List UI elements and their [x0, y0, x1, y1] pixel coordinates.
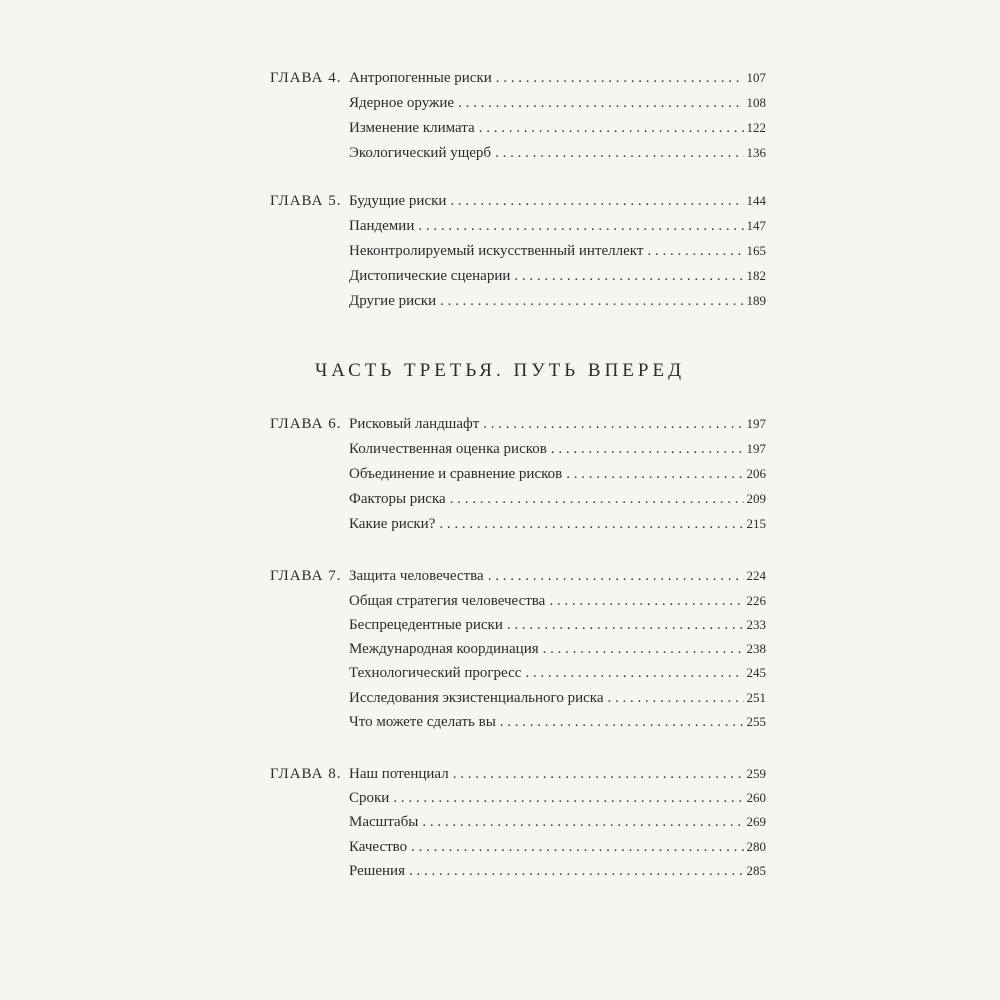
toc-entry[interactable]: [0, 859, 1000, 883]
dot-leader: [525, 661, 743, 685]
page-number: 122: [746, 120, 766, 135]
page-number: 165: [746, 243, 766, 258]
toc-entry[interactable]: [0, 487, 1000, 511]
toc-entry[interactable]: [0, 289, 1000, 313]
page-number: 280: [746, 839, 766, 854]
section-title: Качество: [349, 839, 408, 855]
chapter-label: ГЛАВА 8.: [270, 766, 342, 782]
toc-entry[interactable]: [0, 437, 1000, 461]
section-title: Экологический ущерб: [349, 145, 492, 161]
section-title: Объединение и сравнение рисков: [349, 466, 563, 482]
section-title: Дистопические сценарии: [349, 268, 511, 284]
section-title: Изменение климата: [349, 120, 475, 136]
section-title: Неконтролируемый искусственный интеллект: [349, 243, 644, 259]
page-number: 224: [746, 568, 766, 583]
page-number: 238: [746, 641, 766, 656]
section-title: Другие риски: [349, 293, 437, 309]
section-title: Факторы риска: [349, 491, 446, 507]
part-title: ЧАСТЬ ТРЕТЬЯ. ПУТЬ ВПЕРЕД: [314, 360, 686, 381]
section-title: Беспрецедентные риски: [349, 617, 503, 633]
dot-leader: [483, 412, 743, 436]
section-title: Масштабы: [349, 814, 419, 830]
chapter-title: Защита человечества: [349, 568, 484, 584]
toc-entry[interactable]: [0, 141, 1000, 165]
toc-entry[interactable]: [0, 512, 1000, 536]
chapter-title: Рисковый ландшафт: [349, 416, 480, 432]
page-number: 107: [746, 70, 766, 85]
page-number: 147: [746, 218, 766, 233]
toc-entry[interactable]: [0, 835, 1000, 859]
dot-leader: [440, 289, 743, 313]
chapter-5-row[interactable]: [0, 189, 1000, 213]
chapter-title: Антропогенные риски: [349, 70, 492, 86]
dot-leader: [458, 91, 743, 115]
toc-entry[interactable]: [0, 214, 1000, 238]
section-title: Что можете сделать вы: [349, 714, 496, 730]
toc-entry[interactable]: [0, 239, 1000, 263]
chapter-label: ГЛАВА 6.: [270, 416, 342, 432]
page-number: 259: [746, 766, 766, 781]
section-title: Пандемии: [349, 218, 415, 234]
page-number: 197: [746, 416, 766, 431]
chapter-title: Будущие риски: [349, 193, 447, 209]
page-number: 226: [746, 593, 766, 608]
dot-leader: [418, 214, 743, 238]
section-title: Сроки: [349, 790, 390, 806]
dot-leader: [500, 710, 744, 734]
page-number: 144: [746, 193, 766, 208]
chapter-label: ГЛАВА 7.: [270, 568, 342, 584]
page-number: 136: [746, 145, 766, 160]
dot-leader: [479, 116, 744, 140]
toc-entry[interactable]: [0, 264, 1000, 288]
section-title: Исследования экзистенциального риска: [349, 690, 604, 706]
section-title: Какие риски?: [349, 516, 436, 532]
page-number: 251: [746, 690, 766, 705]
dot-leader: [411, 835, 743, 859]
page-number: 189: [746, 293, 766, 308]
page-number: 206: [746, 466, 766, 481]
dot-leader: [422, 810, 743, 834]
dot-leader: [496, 66, 744, 90]
dot-leader: [488, 564, 744, 588]
page-number: 233: [746, 617, 766, 632]
page-number: 108: [746, 95, 766, 110]
toc-entry[interactable]: [0, 91, 1000, 115]
page-number: 260: [746, 790, 766, 805]
section-title: Ядерное оружие: [349, 95, 455, 111]
toc-entry[interactable]: [0, 116, 1000, 140]
dot-leader: [393, 786, 743, 810]
chapter-title: Наш потенциал: [349, 766, 449, 782]
chapter-4-row[interactable]: [0, 66, 1000, 90]
toc-entry[interactable]: [0, 462, 1000, 486]
toc-entry[interactable]: [0, 589, 1000, 613]
page-number: 255: [746, 714, 766, 729]
dot-leader: [607, 686, 743, 710]
toc-entry[interactable]: [0, 661, 1000, 685]
dot-leader: [450, 189, 743, 213]
dot-leader: [495, 141, 743, 165]
dot-leader: [453, 762, 744, 786]
dot-leader: [549, 589, 743, 613]
toc-entry[interactable]: [0, 613, 1000, 637]
page-number: 269: [746, 814, 766, 829]
chapter-7-row[interactable]: [0, 564, 1000, 588]
dot-leader: [543, 637, 744, 661]
section-title: Общая стратегия человечества: [349, 593, 546, 609]
section-title: Технологический прогресс: [349, 665, 522, 681]
toc-entry[interactable]: [0, 786, 1000, 810]
dot-leader: [409, 859, 744, 883]
page-number: 245: [746, 665, 766, 680]
chapter-6-row[interactable]: [0, 412, 1000, 436]
toc-entry[interactable]: [0, 686, 1000, 710]
dot-leader: [551, 437, 744, 461]
section-title: Международная координация: [349, 641, 539, 657]
dot-leader: [647, 239, 743, 263]
dot-leader: [507, 613, 744, 637]
chapter-label: ГЛАВА 5.: [270, 193, 342, 209]
page-number: 197: [746, 441, 766, 456]
section-title: Решения: [349, 863, 405, 879]
page-number: 215: [746, 516, 766, 531]
dot-leader: [514, 264, 743, 288]
page-number: 182: [746, 268, 766, 283]
page-number: 209: [746, 491, 766, 506]
toc-entry[interactable]: [0, 637, 1000, 661]
toc-entry[interactable]: [0, 810, 1000, 834]
dot-leader: [439, 512, 743, 536]
page-number: 285: [746, 863, 766, 878]
section-title: Количественная оценка рисков: [349, 441, 547, 457]
toc-entry[interactable]: [0, 710, 1000, 734]
chapter-label: ГЛАВА 4.: [270, 70, 342, 86]
dot-leader: [566, 462, 743, 486]
dot-leader: [450, 487, 744, 511]
chapter-8-row[interactable]: [0, 762, 1000, 786]
